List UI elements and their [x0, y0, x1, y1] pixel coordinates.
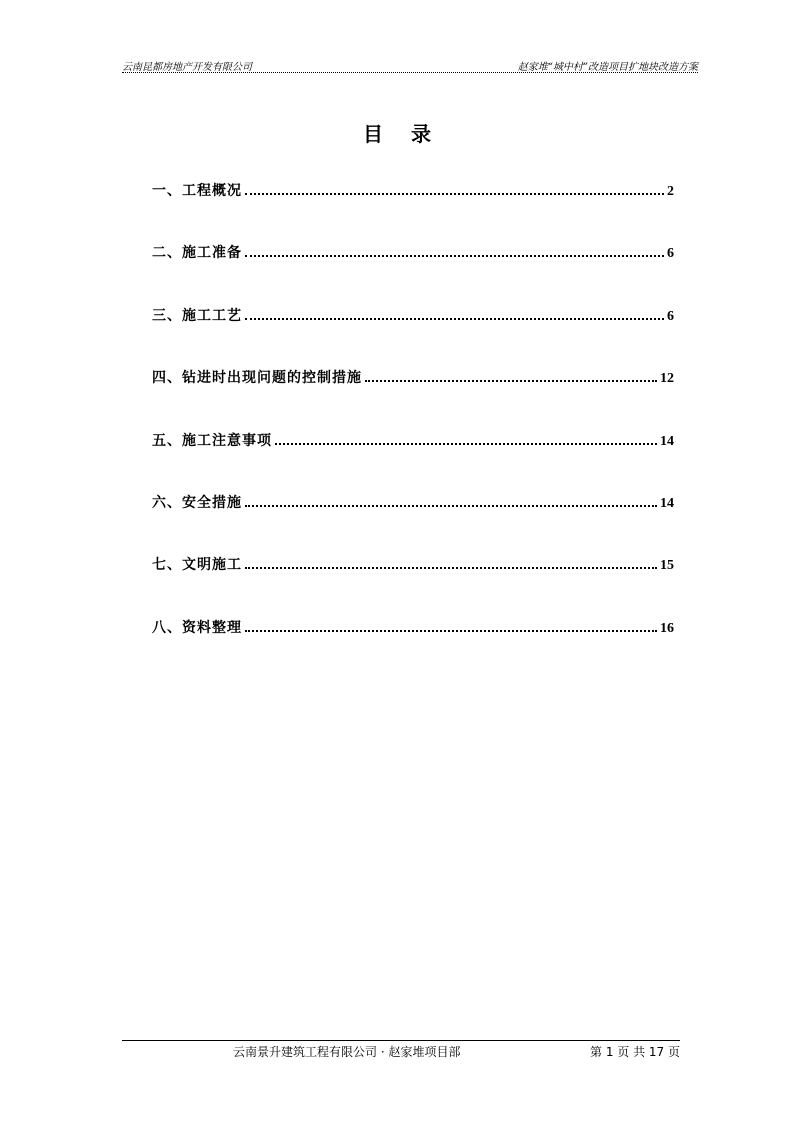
toc-entry-label: 二、施工准备 [152, 245, 242, 262]
toc-dot-leader [245, 308, 664, 320]
toc-entry[interactable] [152, 617, 674, 679]
toc-entry-page: 14 [660, 433, 674, 449]
toc-entry[interactable] [152, 367, 674, 429]
header-document-title: 赵家堆“城中村”改造项目扩地块改造方案 [517, 62, 698, 73]
footer-divider [122, 1040, 680, 1041]
header-company: 云南昆都房地产开发有限公司 [122, 62, 252, 73]
toc-entry-label: 一、工程概况 [152, 183, 242, 199]
toc-entry-page: 6 [667, 246, 674, 262]
toc-entry-label: 四、钻进时出现问题的控制措施 [152, 370, 362, 387]
toc-entry-page: 2 [667, 184, 674, 199]
toc-entry[interactable] [152, 554, 674, 616]
header-divider [122, 72, 698, 73]
page-footer [122, 1043, 680, 1061]
toc-entry-page: 16 [660, 620, 674, 636]
toc-dot-leader [245, 557, 657, 569]
toc-dot-leader [245, 183, 664, 195]
toc-entry-label: 六、安全措施 [152, 494, 242, 511]
toc-entry[interactable] [152, 430, 674, 492]
toc-entry[interactable] [152, 492, 674, 554]
toc-entry-label: 五、施工注意事项 [152, 432, 272, 449]
toc-entry-page: 15 [660, 558, 674, 574]
toc-entry-page: 6 [667, 308, 674, 324]
toc-dot-leader [365, 370, 657, 382]
toc-entry-label: 七、文明施工 [152, 557, 242, 574]
toc-entry-page: 12 [660, 371, 674, 387]
footer-page-number: 第 1 页 共 17 页 [590, 1045, 680, 1059]
toc-entry[interactable] [152, 180, 674, 242]
footer-company: 云南景升建筑工程有限公司 · 赵家堆项目部 [233, 1045, 461, 1059]
toc-entry[interactable] [152, 242, 674, 304]
toc-dot-leader [245, 245, 664, 257]
toc-title: 目录 [363, 122, 459, 146]
toc-dot-leader [245, 620, 657, 632]
toc-entry[interactable] [152, 305, 674, 367]
toc-entry-page: 14 [660, 495, 674, 511]
toc-dot-leader [275, 433, 657, 445]
toc-entry-label: 八、资料整理 [152, 619, 242, 636]
toc-dot-leader [245, 495, 657, 507]
toc-entry-label: 三、施工工艺 [152, 307, 242, 324]
toc-list [152, 180, 674, 679]
